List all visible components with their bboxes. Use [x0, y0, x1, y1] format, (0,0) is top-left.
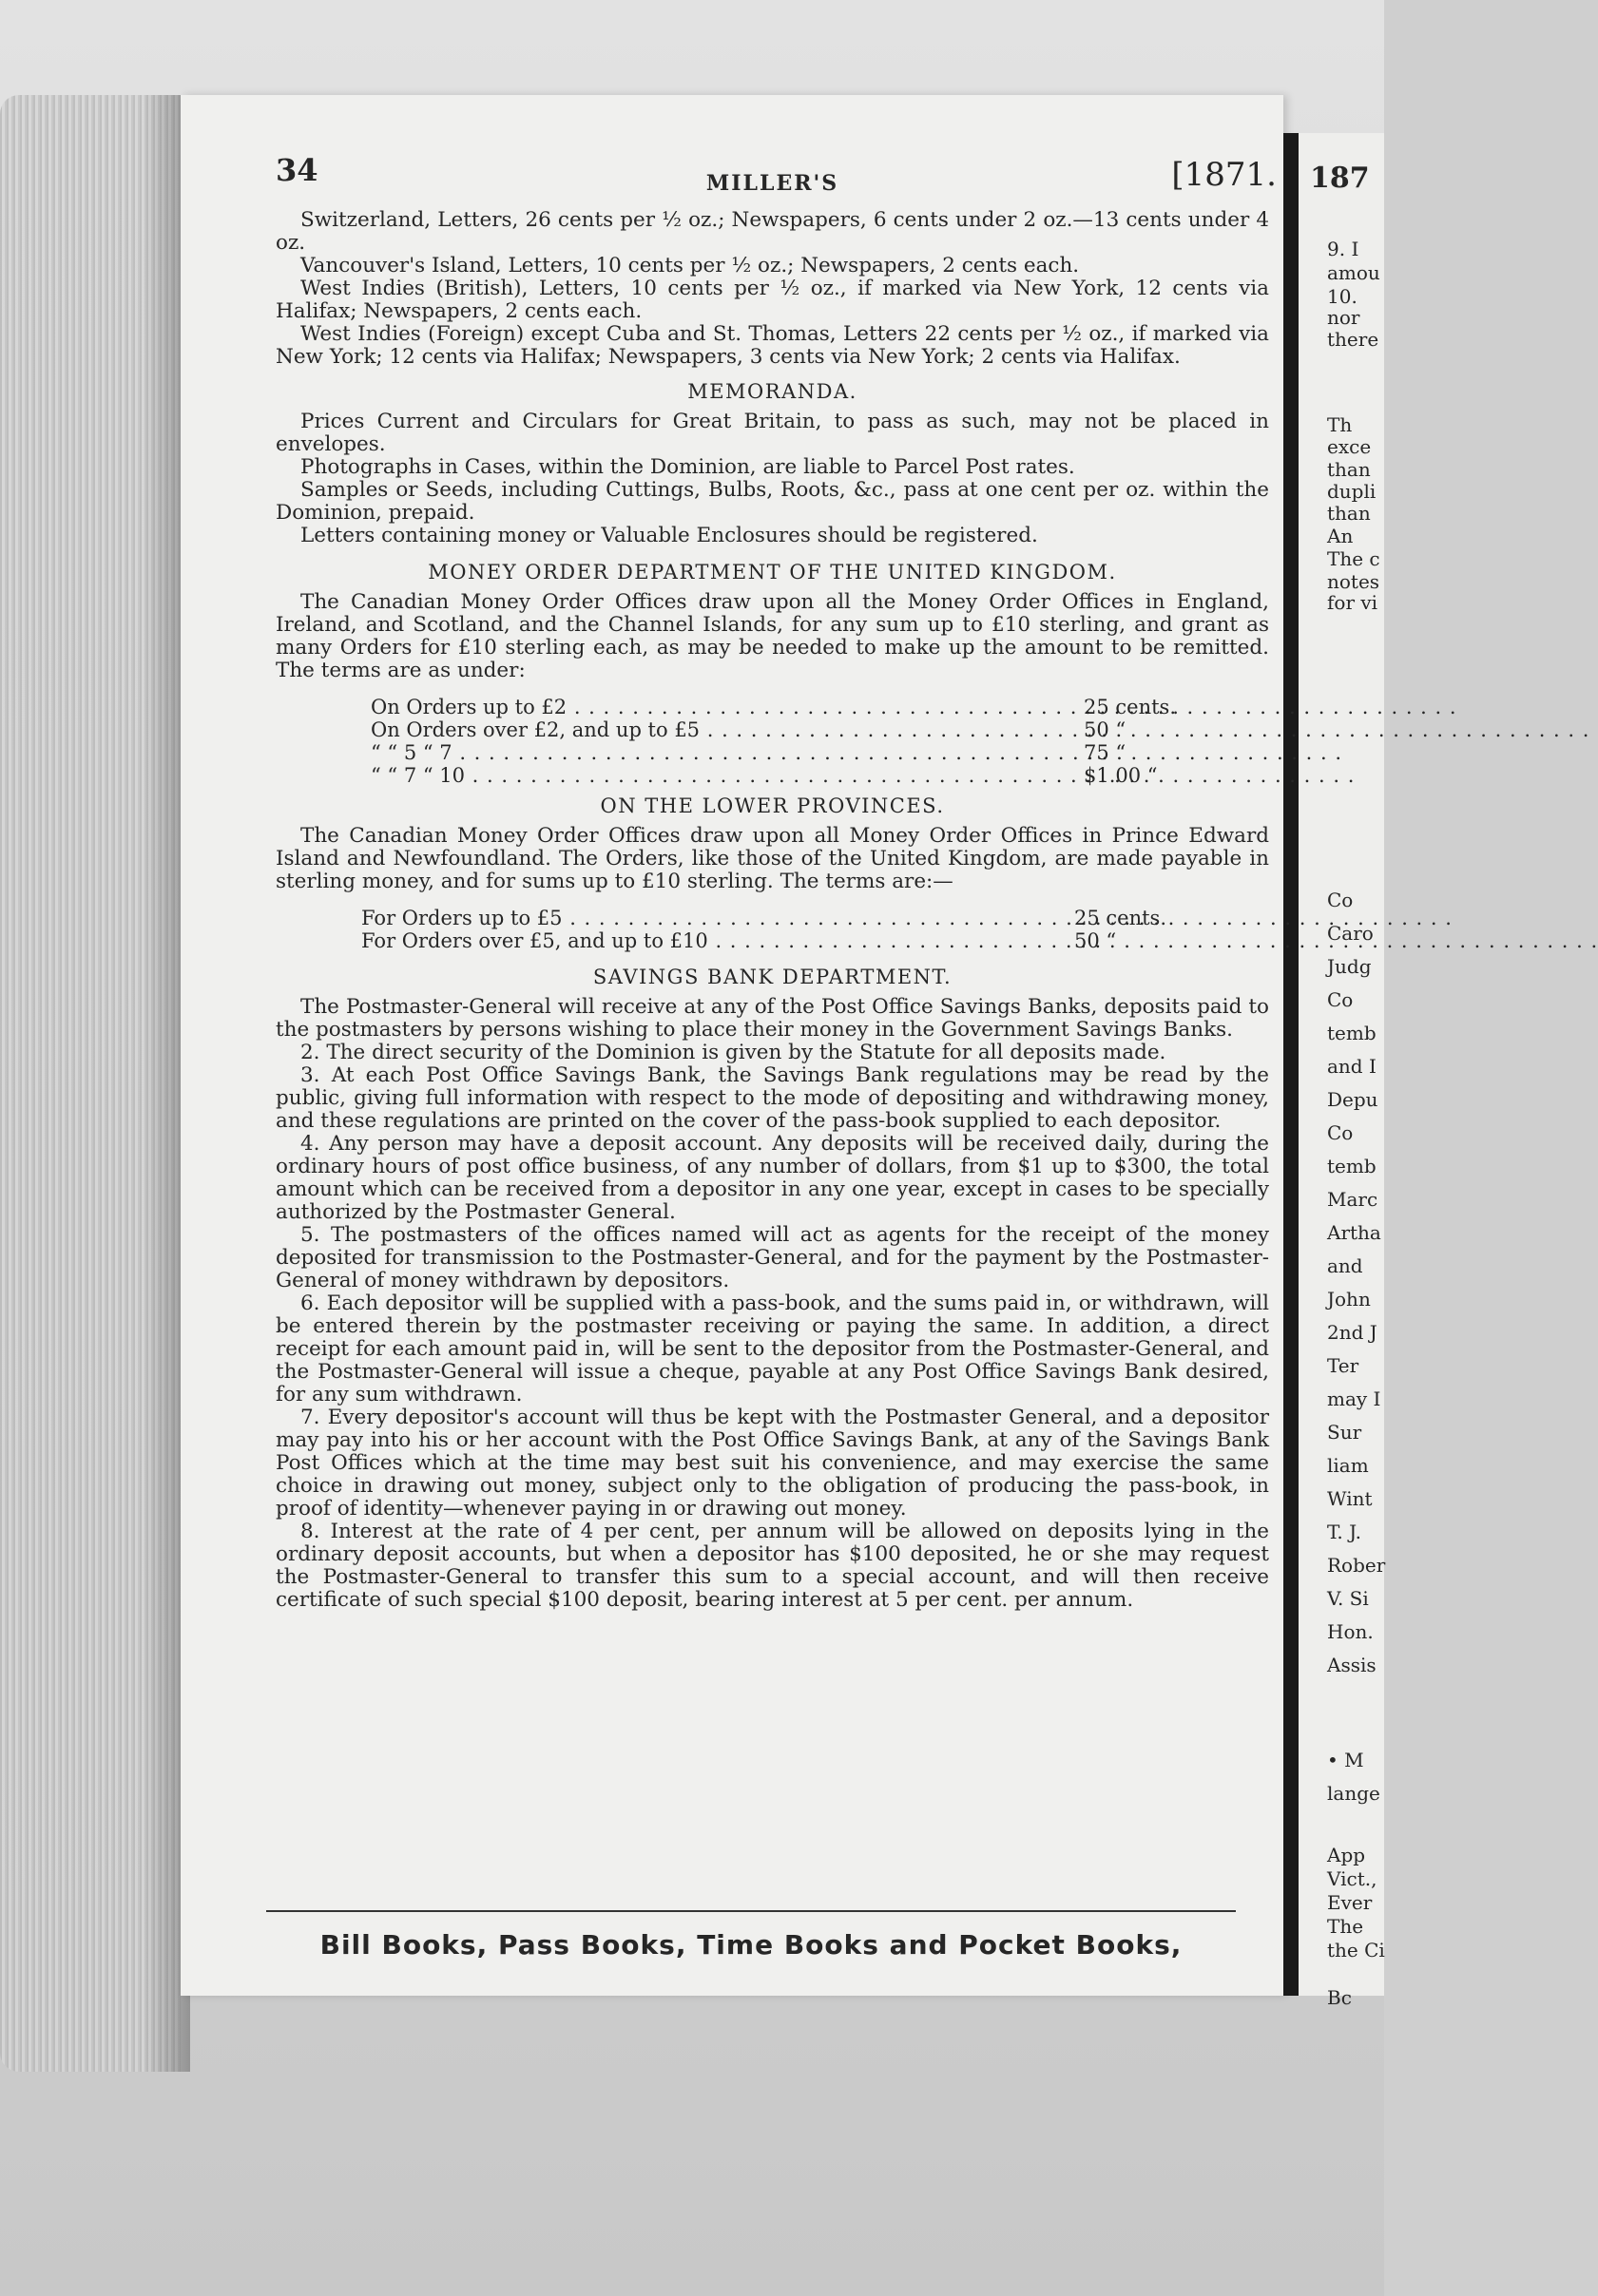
right-page-text-fragment: Co [1327, 988, 1354, 1011]
page-content [276, 152, 1277, 1612]
right-page-text-fragment: 187 [1310, 162, 1370, 195]
lower-provinces-rate-table [361, 907, 1179, 952]
right-page-text-fragment: 10. [1327, 285, 1357, 308]
rate-amount: 50 “ [1074, 929, 1117, 952]
savings-bank-paragraphs [276, 996, 1269, 1612]
book-gutter [1283, 133, 1299, 1996]
right-page-text-fragment: may I [1327, 1387, 1381, 1410]
rate-amount: 75 “ [1084, 741, 1126, 764]
rate-row [371, 718, 1188, 741]
memoranda-item: Letters containing money or Valuable Enclosures should be registered. [300, 524, 1038, 547]
postage-entry: West Indies (British), Letters, 10 cents per ½ oz., if marked via New York, 12 cents via Halifax; Newspapers, 2 cents each. [276, 277, 1269, 323]
right-page-text-fragment: • M [1327, 1749, 1364, 1771]
rate-row [371, 741, 1188, 764]
right-page-text-fragment: Ever [1327, 1891, 1373, 1914]
right-page-text-fragment: Caro [1327, 922, 1374, 945]
right-page-text-fragment: Depu [1327, 1088, 1378, 1111]
lower-provinces-intro: The Canadian Money Order Offices draw upon all Money Order Offices in Prince Edward Island and Newfoundland. The Orders, like those of the United Kingdom, are made payable in sterling money, and for sums up to £10 sterling. The terms are:— [276, 824, 1269, 893]
right-page-text-fragment: Sur [1327, 1421, 1362, 1444]
savings-bank-paragraph: 4. Any person may have a deposit account. Any deposits will be received daily, during the ordinary hours of post office business, of any number of dollars, from $1 up to $300, the total amount which can be received from a depositor in any one year, except in cases to be specially authorized by the Postmaster General. [276, 1132, 1269, 1224]
right-page-text-fragment: Ter [1327, 1354, 1359, 1377]
right-page-text-fragment: liam [1327, 1454, 1369, 1477]
memoranda-heading: MEMORANDA. [687, 380, 857, 403]
rate-row [371, 764, 1188, 787]
right-page-text-fragment: amou [1327, 261, 1380, 284]
rate-amount: 25 cents. [1084, 696, 1177, 718]
savings-bank-paragraph: 3. At each Post Office Savings Bank, the Savings Bank regulations may be read by the public, giving full information with respect to the mode of depositing and withdrawing money, and these regulations are printed on the cover of the pass-book supplied to each depositor. [276, 1063, 1269, 1133]
rate-row [361, 907, 1179, 929]
footer-advertisement: Bill Books, Pass Books, Time Books and Pocket Books, [319, 1929, 1183, 1961]
memoranda-list [276, 411, 1269, 547]
rate-label: On Orders up to £2 [371, 696, 568, 718]
right-page-text-fragment: Artha [1327, 1221, 1381, 1244]
rate-amount: 50 “ [1084, 718, 1126, 741]
savings-bank-paragraph: 8. Interest at the rate of 4 per cent, per annum will be allowed on deposits lying in the ordinary deposit accounts, but when a depositor has $100 deposited, he or she may request the Postmaster-General to transfer this sum to a special account, and will then receive certificate of such special $100 deposit, bearing interest at 5 per cent. per annum. [276, 1520, 1269, 1612]
right-page-text-fragment: temb [1327, 1155, 1377, 1177]
right-page-text-fragment: Assis [1327, 1654, 1377, 1676]
right-page-text-fragment: Co [1327, 1121, 1354, 1144]
running-year: [1871. [1171, 156, 1277, 194]
page-number: 34 [276, 152, 318, 188]
uk-money-order-heading: MONEY ORDER DEPARTMENT OF THE UNITED KINGDOM. [428, 561, 1117, 584]
right-page-text-fragment: nor [1327, 306, 1360, 329]
right-page-text-fragment: 9. I [1327, 238, 1359, 260]
memoranda-item: Samples or Seeds, including Cuttings, Bulbs, Roots, &c., pass at one cent per oz. within the Dominion, prepaid. [276, 478, 1269, 525]
right-page-text-fragment: exce [1327, 435, 1372, 458]
right-page-text-fragment: An [1327, 525, 1354, 547]
right-page-text-fragment: Th [1327, 413, 1353, 436]
right-page-text-fragment: V. Si [1327, 1587, 1369, 1610]
right-page-text-fragment: John [1327, 1288, 1371, 1311]
rate-row [361, 929, 1179, 952]
lower-provinces-heading: ON THE LOWER PROVINCES. [600, 794, 945, 817]
rate-row [371, 696, 1188, 718]
right-page-text-fragment: and I [1327, 1055, 1377, 1078]
right-page-fragment [1299, 133, 1386, 2009]
right-page-text-fragment: the Ci [1327, 1939, 1385, 1961]
right-page-text-fragment: Co [1327, 889, 1354, 911]
uk-rate-table [371, 696, 1188, 787]
right-page-text-fragment: temb [1327, 1022, 1377, 1044]
rate-label: “ “ 5 “ 7 [371, 741, 452, 764]
postage-entry: West Indies (Foreign) except Cuba and St. Thomas, Letters 22 cents per ½ oz., if marked via New York; 12 cents via Halifax; Newspapers, 3 cents via New York; 2 cents via Halifax. [276, 322, 1269, 369]
right-page-text-fragment: Vict., [1327, 1867, 1377, 1890]
right-page-text-fragment: T. J. [1327, 1521, 1361, 1543]
postage-entry: Switzerland, Letters, 26 cents per ½ oz.; Newspapers, 6 cents under 2 oz.—13 cents under 4 oz. [276, 208, 1269, 255]
memoranda-item: Prices Current and Circulars for Great Britain, to pass as such, may not be placed in envelopes. [276, 410, 1269, 456]
rate-amount: 25 cents. [1074, 907, 1167, 929]
savings-bank-paragraph: 6. Each depositor will be supplied with a pass-book, and the sums paid in, or withdrawn, will be entered therein by the postmaster receiving or paying the same. In addition, a direct receipt for each amount paid in, will be sent to the depositor from the Postmaster-General, and the Postmaster-General will issue a cheque, payable at any Post Office Savings Bank desired, for any sum withdrawn. [276, 1292, 1269, 1406]
right-page-text-fragment: The c [1327, 547, 1380, 570]
right-page-text-fragment: Wint [1327, 1487, 1373, 1510]
rate-label: For Orders over £5, and up to £10 [361, 929, 708, 952]
right-page-text-fragment: for vi [1327, 591, 1378, 614]
right-page-text-fragment: Judg [1327, 955, 1372, 978]
savings-bank-heading: SAVINGS BANK DEPARTMENT. [592, 966, 953, 988]
savings-bank-paragraph: 2. The direct security of the Dominion is given by the Statute for all deposits made. [300, 1041, 1166, 1064]
running-head [276, 152, 1277, 209]
postage-rates [276, 209, 1269, 369]
right-page-text-fragment: notes [1327, 570, 1380, 593]
footer-rule [266, 1910, 1236, 1912]
right-page-text-fragment: dupli [1327, 480, 1377, 503]
right-page-text-fragment: App [1327, 1844, 1366, 1866]
rate-label: “ “ 7 “ 10 [371, 764, 465, 787]
right-page-text-fragment: Bc [1327, 1986, 1352, 2009]
rate-amount: $1.00 “ [1084, 764, 1158, 787]
memoranda-item: Photographs in Cases, within the Dominion, are liable to Parcel Post rates. [300, 455, 1075, 479]
uk-money-order-intro: The Canadian Money Order Offices draw upon all the Money Order Offices in England, Ireland, and Scotland, and the Channel Islands, for any sum up to £10 sterling, and grant as many Orders for £10 sterling each, as may be needed to make up the amount to be remitted. The terms are as under: [276, 590, 1269, 682]
rate-label: On Orders over £2, and up to £5 [371, 718, 701, 741]
postage-entry: Vancouver's Island, Letters, 10 cents per ½ oz.; Newspapers, 2 cents each. [300, 254, 1080, 277]
right-page-text-fragment: than [1327, 458, 1371, 481]
right-page-text-fragment: than [1327, 502, 1371, 525]
savings-bank-paragraph: 5. The postmasters of the offices named will act as agents for the receipt of the money deposited for transmission to the Postmaster-General, and for the payment by the Postmaster-General of money withdrawn by depositors. [276, 1223, 1269, 1292]
right-page-text-fragment: lange [1327, 1782, 1380, 1805]
right-page-text-fragment: Rober [1327, 1554, 1386, 1577]
right-page-text-fragment: Hon. [1327, 1620, 1374, 1643]
rate-label: For Orders up to £5 [361, 907, 563, 929]
running-title: MILLER'S [705, 171, 839, 196]
right-page-text-fragment: The [1327, 1915, 1364, 1938]
savings-bank-paragraph: The Postmaster-General will receive at any of the Post Office Savings Banks, deposits paid to the postmasters by persons wishing to place their money in the Government Savings Banks. [276, 995, 1269, 1042]
savings-bank-paragraph: 7. Every depositor's account will thus be kept with the Postmaster General, and a depositor may pay into his or her account with the Post Office Savings Bank, at any of the Savings Bank Post Offices which at the time may best suit his convenience, and may exercise the same choice in drawing out money, subject only to the obligation of producing the pass-book, in proof of identity—whenever paying in or drawing out money. [276, 1406, 1269, 1521]
right-page-text-fragment: 2nd J [1327, 1321, 1377, 1344]
right-page-text-fragment: there [1327, 328, 1379, 351]
right-page-text-fragment: Marc [1327, 1188, 1378, 1211]
right-page-text-fragment: and [1327, 1254, 1363, 1277]
